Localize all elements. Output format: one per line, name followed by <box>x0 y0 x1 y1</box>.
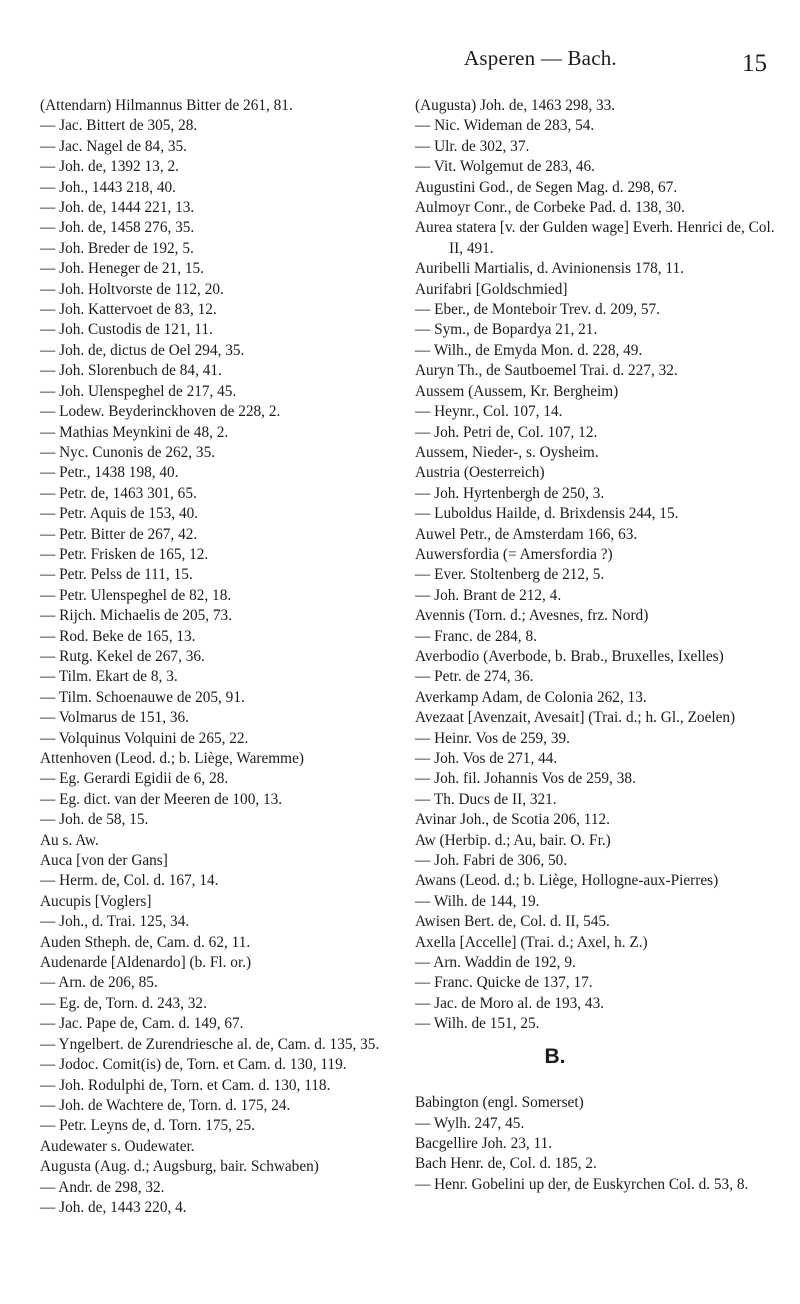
index-entry: Avezaat [Avenzait, Avesait] (Trai. d.; h. Gl., Zoelen) <box>415 709 736 727</box>
index-entry: Aw (Herbip. d.; Au, bair. O. Fr.) <box>415 831 611 849</box>
index-entry: — Henr. Gobelini up der, de Euskyrchen Col. d. 53, 8. <box>415 1175 749 1193</box>
index-entry: — Eg. dict. van der Meeren de 100, 13. <box>40 790 283 808</box>
index-entry: — Lodew. Beyderinckhoven de 228, 2. <box>40 403 281 421</box>
index-entry: — Joh. Custodis de 121, 11. <box>40 321 213 339</box>
right-column <box>415 96 785 1195</box>
index-entry: — Andr. de 298, 32. <box>40 1178 165 1196</box>
index-entry: — Nic. Wideman de 283, 54. <box>415 117 595 135</box>
section-b-heading: B. <box>544 1044 566 1068</box>
page-header <box>0 44 800 84</box>
index-entry: — Franc. Quicke de 137, 17. <box>415 974 593 992</box>
index-entry: — Petr. de, 1463 301, 65. <box>40 484 197 502</box>
index-entry: — Luboldus Hailde, d. Brixdensis 244, 15. <box>415 505 679 523</box>
index-entry: — Joh. Breder de 192, 5. <box>40 239 194 257</box>
index-entry: — Joh. Holtvorste de 112, 20. <box>40 280 224 298</box>
index-entry: — Rutg. Kekel de 267, 36. <box>40 647 205 665</box>
index-entry: — Ever. Stoltenberg de 212, 5. <box>415 566 605 584</box>
index-entry: — Tilm. Schoenauwe de 205, 91. <box>40 688 245 706</box>
index-entry: — Joh. Hyrtenbergh de 250, 3. <box>415 484 605 502</box>
index-entry: — Joh. Ulenspeghel de 217, 45. <box>40 382 237 400</box>
index-entry: — Joh. de, dictus de Oel 294, 35. <box>40 341 245 359</box>
index-entry: Auwersfordia (= Amersfordia ?) <box>415 545 613 563</box>
index-entry: Augustini God., de Segen Mag. d. 298, 67. <box>415 178 678 196</box>
index-entry: Babington (engl. Somerset) <box>415 1094 584 1112</box>
index-entry: — Wilh. de 151, 25. <box>415 1015 540 1033</box>
index-entry: Averkamp Adam, de Colonia 262, 13. <box>415 688 647 706</box>
index-entry: — Herm. de, Col. d. 167, 14. <box>40 872 219 890</box>
index-entry: — Joh., 1443 218, 40. <box>40 178 176 196</box>
index-entry: — Arn. de 206, 85. <box>40 974 158 992</box>
index-entry: — Franc. de 284, 8. <box>415 627 537 645</box>
index-entry: — Nyc. Cunonis de 262, 35. <box>40 443 216 461</box>
index-entry: — Petr., 1438 198, 40. <box>40 464 179 482</box>
index-entry: Austria (Oesterreich) <box>415 464 545 482</box>
index-entry: Bach Henr. de, Col. d. 185, 2. <box>415 1155 597 1173</box>
index-entry: Awans (Leod. d.; b. Liège, Hollogne-aux-Pierres) <box>415 872 719 890</box>
index-entry: — Vit. Wolgemut de 283, 46. <box>415 158 595 176</box>
index-entry: — Joh. de Wachtere de, Torn. d. 175, 24. <box>40 1096 291 1114</box>
index-entry: Awisen Bert. de, Col. d. II, 545. <box>415 913 610 931</box>
index-entry: Auribelli Martialis, d. Avinionensis 178, 11. <box>415 260 684 278</box>
index-entry: Audenarde [Aldenardo] (b. Fl. or.) <box>40 954 252 972</box>
index-entry: Auwel Petr., de Amsterdam 166, 63. <box>415 525 638 543</box>
index-entry: — Joh. Rodulphi de, Torn. et Cam. d. 130, 118. <box>40 1076 331 1094</box>
running-title: Asperen — Bach. <box>464 46 617 70</box>
index-entry: — Petr. Leyns de, d. Torn. 175, 25. <box>40 1117 255 1135</box>
index-entry: — Th. Ducs de II, 321. <box>415 790 557 808</box>
index-entry: Avennis (Torn. d.; Avesnes, frz. Nord) <box>415 607 649 625</box>
index-entry: Auden Stheph. de, Cam. d. 62, 11. <box>40 933 251 951</box>
index-entry: — Mathias Meynkini de 48, 2. <box>40 423 229 441</box>
page-number: 15 <box>742 50 767 77</box>
index-entry: Aulmoyr Conr., de Corbeke Pad. d. 138, 30. <box>415 199 685 217</box>
index-entry: — Wilh., de Emyda Mon. d. 228, 49. <box>415 341 643 359</box>
index-entry: (Attendarn) Hilmannus Bitter de 261, 81. <box>40 97 293 114</box>
index-entry: — Joh. Kattervoet de 83, 12. <box>40 301 217 319</box>
index-entry: Auca [von der Gans] <box>40 852 168 870</box>
index-entry: Averbodio (Averbode, b. Brab., Bruxelles, Ixelles) <box>415 647 724 665</box>
index-entry: — Jac. Nagel de 84, 35. <box>40 137 187 155</box>
index-entry: — Arn. Waddin de 192, 9. <box>415 954 576 972</box>
right-column-entries <box>415 96 785 1035</box>
index-entry: — Petr. Pelss de 111, 15. <box>40 566 193 584</box>
index-entry: Aussem (Aussem, Kr. Bergheim) <box>415 382 619 400</box>
index-entry: — Heynr., Col. 107, 14. <box>415 403 563 421</box>
index-entry: — Joh. Vos de 271, 44. <box>415 750 558 767</box>
index-entry: Audewater s. Oudewater. <box>40 1137 195 1155</box>
index-entry: — Eg. de, Torn. d. 243, 32. <box>40 994 207 1012</box>
index-entry: Axella [Accelle] (Trai. d.; Axel, h. Z.) <box>415 933 648 951</box>
index-entry: (Augusta) Joh. de, 1463 298, 33. <box>415 97 616 114</box>
index-entry: — Yngelbert. de Zurendriesche al. de, Cam. d. 135, 35. <box>40 1035 380 1053</box>
index-entry: — Rod. Beke de 165, 13. <box>40 627 196 645</box>
index-entry: — Joh. de, 1444 221, 13. <box>40 199 195 217</box>
index-entry: Au s. Aw. <box>40 831 99 849</box>
index-entry: — Wylh. 247, 45. <box>415 1114 525 1132</box>
index-entry: — Joh. de, 1392 13, 2. <box>40 158 179 176</box>
index-entry: — Petr. de 274, 36. <box>415 668 534 686</box>
index-entry: — Petr. Aquis de 153, 40. <box>40 505 199 523</box>
index-entry: Aussem, Nieder-, s. Oysheim. <box>415 443 599 461</box>
index-entry: — Jodoc. Comit(is) de, Torn. et Cam. d. 130, 119. <box>40 1056 347 1074</box>
index-entry: — Jac. Pape de, Cam. d. 149, 67. <box>40 1015 244 1033</box>
index-entry: — Joh. Slorenbuch de 84, 41. <box>40 362 222 380</box>
index-entry: — Petr. Frisken de 165, 12. <box>40 545 209 563</box>
index-entry: — Petr. Ulenspeghel de 82, 18. <box>40 586 232 604</box>
index-entry: — Joh. fil. Johannis Vos de 259, 38. <box>415 770 636 788</box>
left-column <box>40 96 400 1218</box>
index-entry: — Joh. Fabri de 306, 50. <box>415 852 568 870</box>
index-entry: — Heinr. Vos de 259, 39. <box>415 729 570 747</box>
index-entry: — Joh., d. Trai. 125, 34. <box>40 913 190 931</box>
index-entry: — Tilm. Ekart de 8, 3. <box>40 668 178 686</box>
section-b-entries <box>415 1093 785 1195</box>
index-entry: Auryn Th., de Sautboemel Trai. d. 227, 32. <box>415 362 678 380</box>
index-entry: — Ulr. de 302, 37. <box>415 137 530 155</box>
index-entry: — Jac. de Moro al. de 193, 43. <box>415 994 605 1012</box>
index-entry: Augusta (Aug. d.; Augsburg, bair. Schwaben) <box>40 1158 319 1176</box>
index-entry: — Jac. Bittert de 305, 28. <box>40 117 198 135</box>
index-entry: — Sym., de Bopardya 21, 21. <box>415 321 598 339</box>
index-entry: Aucupis [Voglers] <box>40 892 152 910</box>
index-entry: Aurea statera [v. der Gulden wage] Everh. Henrici de, Col. II, 491. <box>415 219 775 257</box>
index-entry: — Rijch. Michaelis de 205, 73. <box>40 607 233 625</box>
index-entry: — Volquinus Volquini de 265, 22. <box>40 729 249 747</box>
index-entry: — Joh. de 58, 15. <box>40 811 149 829</box>
index-entry: Avinar Joh., de Scotia 206, 112. <box>415 811 611 829</box>
index-entry: — Wilh. de 144, 19. <box>415 892 540 910</box>
index-entry: — Joh. Petri de, Col. 107, 12. <box>415 423 598 441</box>
index-entry: Bacgellire Joh. 23, 11. <box>415 1134 553 1152</box>
index-entry: — Joh. Heneger de 21, 15. <box>40 260 204 278</box>
index-entry: — Eg. Gerardi Egidii de 6, 28. <box>40 770 229 788</box>
index-entry: — Joh. de, 1458 276, 35. <box>40 219 195 237</box>
index-entry: — Eber., de Monteboir Trev. d. 209, 57. <box>415 301 661 319</box>
index-entry: Aurifabri [Goldschmied] <box>415 280 568 298</box>
index-entry: — Petr. Bitter de 267, 42. <box>40 525 198 543</box>
index-entry: — Joh. Brant de 212, 4. <box>415 586 562 604</box>
index-entry: — Joh. de, 1443 220, 4. <box>40 1198 187 1216</box>
index-entry: Attenhoven (Leod. d.; b. Liège, Waremme) <box>40 750 304 767</box>
index-entry: — Volmarus de 151, 36. <box>40 709 190 727</box>
